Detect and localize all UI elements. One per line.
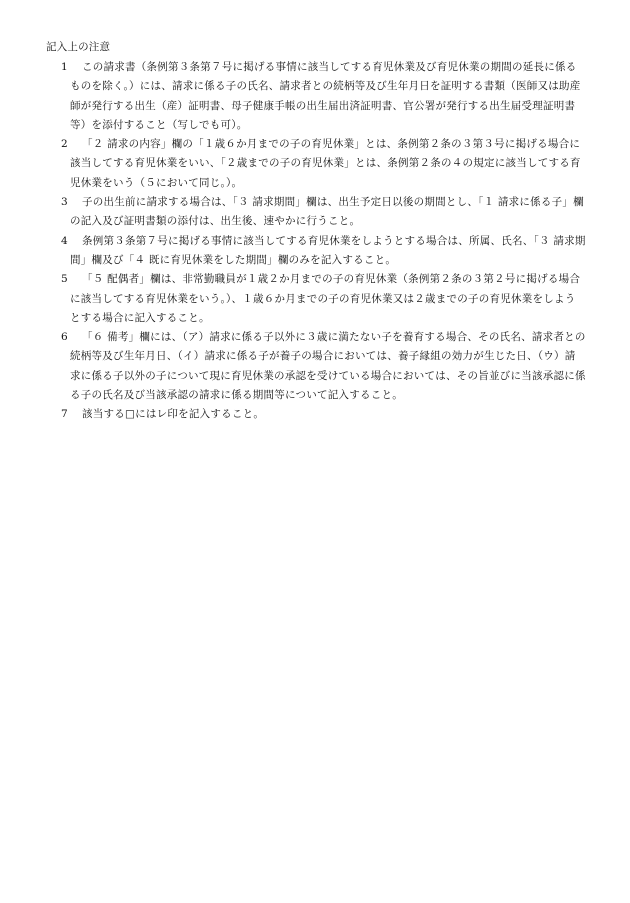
note-item-3 bbox=[0, 193, 586, 232]
note-item-7 bbox=[0, 405, 586, 424]
note-text: この請求書（条例第３条第７号に掲げる事情に該当してする育児休業及び育児休業の期間の延長に係るものを除く。）には、請求に係る子の氏名、請求者との続柄等及び生年月日を証明する書類（医師又は助産師が発行する出生（産）証明書、母子健康手帳の出生届出済証明書、官公署が発行する出生届受理証明書等）を添付すること（写しでも可）。 bbox=[70, 61, 581, 131]
note-text: 子の出生前に請求する場合は、「３ 請求期間」欄は、出生予定日以後の期間とし、「１ 請求に係る子」欄の記入及び証明書類の添付は、出生後、速やかに行うこと。 bbox=[70, 196, 584, 228]
note-item-4 bbox=[0, 232, 586, 271]
note-item-2 bbox=[0, 135, 586, 193]
note-text: 該当する□にはレ印を記入すること。 bbox=[82, 408, 265, 421]
note-number: 7 bbox=[61, 408, 68, 421]
note-item-1 bbox=[0, 58, 586, 135]
note-text: 「６ 備考」欄には、（ア）請求に係る子以外に３歳に満たない子を養育する場合、その氏名、請求者との続柄等及び生年月日、（イ）請求に係る子が養子の場合においては、養子縁組の効力が生じた日、（ウ）請求に係る子以外の子について現に育児休業の承認を受けている場合においては、その旨並びに当該承認に係る子の氏名及び当該承認の請求に係る期間等について記入すること。 bbox=[70, 331, 586, 402]
note-number: 1 bbox=[61, 61, 68, 73]
notes-heading: 記入上の注意 bbox=[46, 41, 111, 53]
note-number: 4 bbox=[61, 234, 68, 247]
notes-list bbox=[0, 58, 630, 425]
note-number: 5 bbox=[61, 273, 68, 286]
note-item-5 bbox=[0, 270, 586, 328]
note-number: 6 bbox=[61, 331, 68, 344]
note-text: 「５ 配偶者」欄は、非常勤職員が１歳２か月までの子の育児休業（条例第２条の３第２号に掲げる場合に該当してする育児休業をいう。）、１歳６か月までの子の育児休業又は２歳までの子の育児休業をしようとする場合に記入すること。 bbox=[70, 273, 581, 324]
note-number: 2 bbox=[61, 138, 68, 151]
note-text: 条例第３条第７号に掲げる事情に該当してする育児休業をしようとする場合は、所属、氏名、「３ 請求期間」欄及び「４ 既に育児休業をした期間」欄のみを記入すること。 bbox=[70, 234, 586, 266]
note-number: 3 bbox=[61, 196, 68, 209]
note-item-6 bbox=[0, 328, 586, 405]
note-text: 「２ 請求の内容」欄の「１歳６か月までの子の育児休業」とは、条例第２条の３第３号に掲げる場合に該当してする育児休業をいい、「２歳までの子の育児休業」とは、条例第２条の４の規定に該当してする育児休業をいう（５において同じ。）。 bbox=[70, 138, 581, 189]
